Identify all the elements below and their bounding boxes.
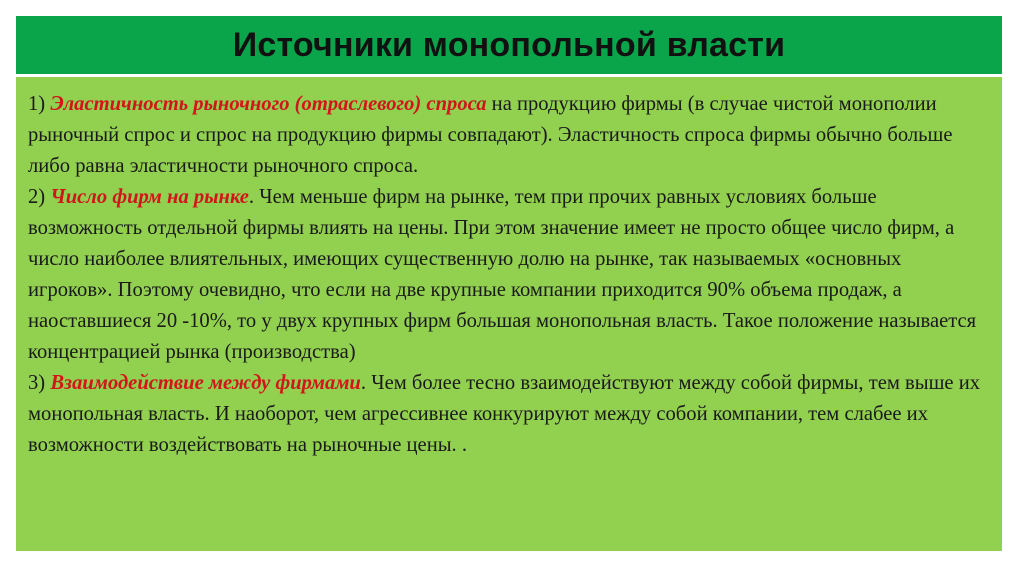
list-item-3 [28,368,988,461]
item-3-heading: Взаимодействие между фирмами [50,372,361,394]
item-2-text: . Чем меньше фирм на рынке, тем при прочих равных условиях больше возможность отдельной фирмы влиять на цены. При этом значение имеет не просто общее число фирм, а число наиболее влиятельных, имеющих существенную долю на рынке, так называемых «основных игроков». Поэтому очевидно, что если на две крупные компании приходится 90% объема продаж, а наоставшиеся 20 -10%, то у двух крупных фирм большая монопольная власть. Такое положение называется концентрацией рынка (производства) [28,186,977,363]
list-item-2 [28,182,988,368]
title-bar [16,16,1002,74]
item-2-heading: Число фирм на рынке [50,186,249,208]
item-1-heading: Эластичность рыночного (отраслевого) спроса [50,93,487,115]
item-3-number: 3) [28,372,46,394]
item-1-text: на продукцию фирмы (в случае чистой монополии рыночный спрос и спрос на продукцию фирмы совпадают). Эластичность спроса фирмы обычно больше либо равна эластичности рыночного спроса. [28,93,953,177]
slide [16,16,1002,551]
slide-title: Источники монопольной власти [232,25,786,64]
item-3-text: . Чем более тесно взаимодействуют между собой фирмы, тем выше их монопольная власть. И наоборот, чем агрессивнее конкурируют между собой компании, тем слабее их возможности воздействовать на рыночные цены. . [28,372,981,456]
content-box [16,77,1002,551]
item-1-number: 1) [28,93,46,115]
list-item-1 [28,89,988,182]
item-2-number: 2) [28,186,46,208]
